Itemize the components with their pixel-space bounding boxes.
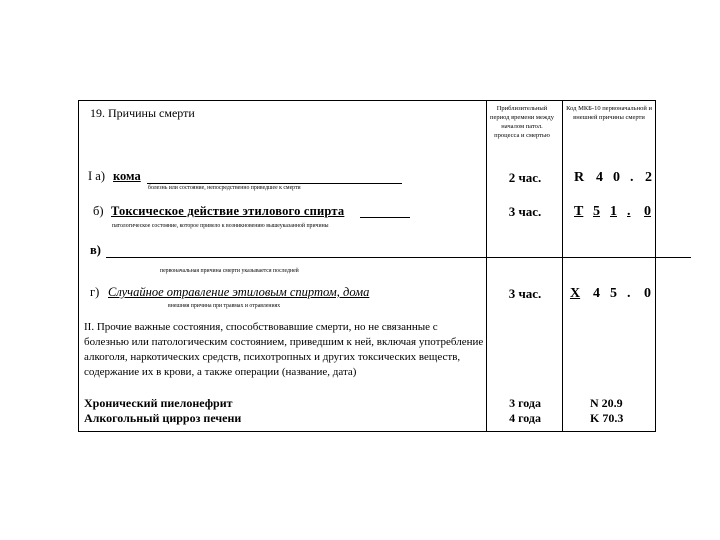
row-g-text: Случайное отравление этиловым спиртом, дома bbox=[108, 285, 370, 299]
row-a-time: 2 час. bbox=[508, 170, 542, 185]
condition-1-name: Хронический пиелонефрит bbox=[84, 396, 233, 410]
row-g-code-2: 4 bbox=[593, 286, 600, 301]
condition-1-code: N 20.9 bbox=[590, 396, 623, 410]
row-b-text: Токсическое действие этилового спирта bbox=[111, 204, 345, 218]
condition-2-code: K 70.3 bbox=[590, 411, 624, 425]
row-g-code-5: 0 bbox=[644, 286, 651, 301]
row-g-prefix: г) bbox=[90, 285, 100, 299]
condition-1-time: 3 года bbox=[509, 396, 541, 410]
row-b-underline bbox=[360, 217, 410, 218]
icd-header: Код МКБ-10 первоначальной и внешней причины смерти bbox=[566, 105, 652, 121]
row-b-code-5: 0 bbox=[644, 204, 651, 219]
row-g-code-4: . bbox=[627, 286, 631, 301]
row-g-code-1: X bbox=[570, 286, 581, 301]
row-g-code-3: 5 bbox=[610, 286, 617, 301]
row-a-underline bbox=[147, 183, 402, 184]
row-a-code-2: 4 bbox=[596, 170, 603, 185]
row-a-code-3: 0 bbox=[613, 170, 620, 185]
row-a-code-4: . bbox=[630, 170, 634, 185]
row-a-prefix: I а) bbox=[88, 169, 105, 183]
row-b-code-2: 5 bbox=[593, 204, 600, 219]
row-v-prefix: в) bbox=[90, 243, 101, 257]
row-g-caption: внешняя причина при травмах и отравлениях bbox=[168, 303, 281, 309]
death-certificate-table bbox=[78, 100, 656, 432]
condition-2-name: Алкогольный цирроз печени bbox=[84, 411, 242, 425]
row-g-time: 3 час. bbox=[508, 286, 542, 301]
row-b-code-1: T bbox=[574, 204, 584, 219]
row-v-caption: первоначальная причина смерти указывается последней bbox=[160, 268, 299, 274]
row-a-caption: болезнь или состояние, непосредственно приведшее к смерти bbox=[148, 185, 301, 191]
condition-2-time: 4 года bbox=[509, 411, 541, 425]
row-b-code-4: . bbox=[627, 204, 631, 219]
column-divider-1 bbox=[486, 100, 487, 432]
part-two-description: II. Прочие важные состояния, способствовавшие смерти, но не связанные с болезнью или патологическим состоянием, приведшим к ней, включая употребление алкоголя, наркотических средств, психотропных и других токсических веществ, содержание их в крови, а также операции (название, дата) bbox=[84, 321, 484, 378]
row-v-underline bbox=[106, 257, 691, 258]
row-a-code-5: 2 bbox=[645, 170, 652, 185]
row-a-text: кома bbox=[113, 169, 141, 183]
row-a-code-1: R bbox=[574, 170, 585, 185]
row-b-code-3: 1 bbox=[610, 204, 617, 219]
row-b-caption: патологическое состояние, которое привело к возникновению вышеуказанной причины bbox=[112, 223, 329, 229]
interval-header: Приблизительный период времени между началом патол. процесса и смертью bbox=[490, 105, 554, 139]
row-b-time: 3 час. bbox=[508, 204, 542, 219]
section-title: 19. Причины смерти bbox=[90, 106, 195, 120]
row-b-prefix: б) bbox=[93, 204, 104, 218]
column-divider-2 bbox=[562, 100, 563, 432]
